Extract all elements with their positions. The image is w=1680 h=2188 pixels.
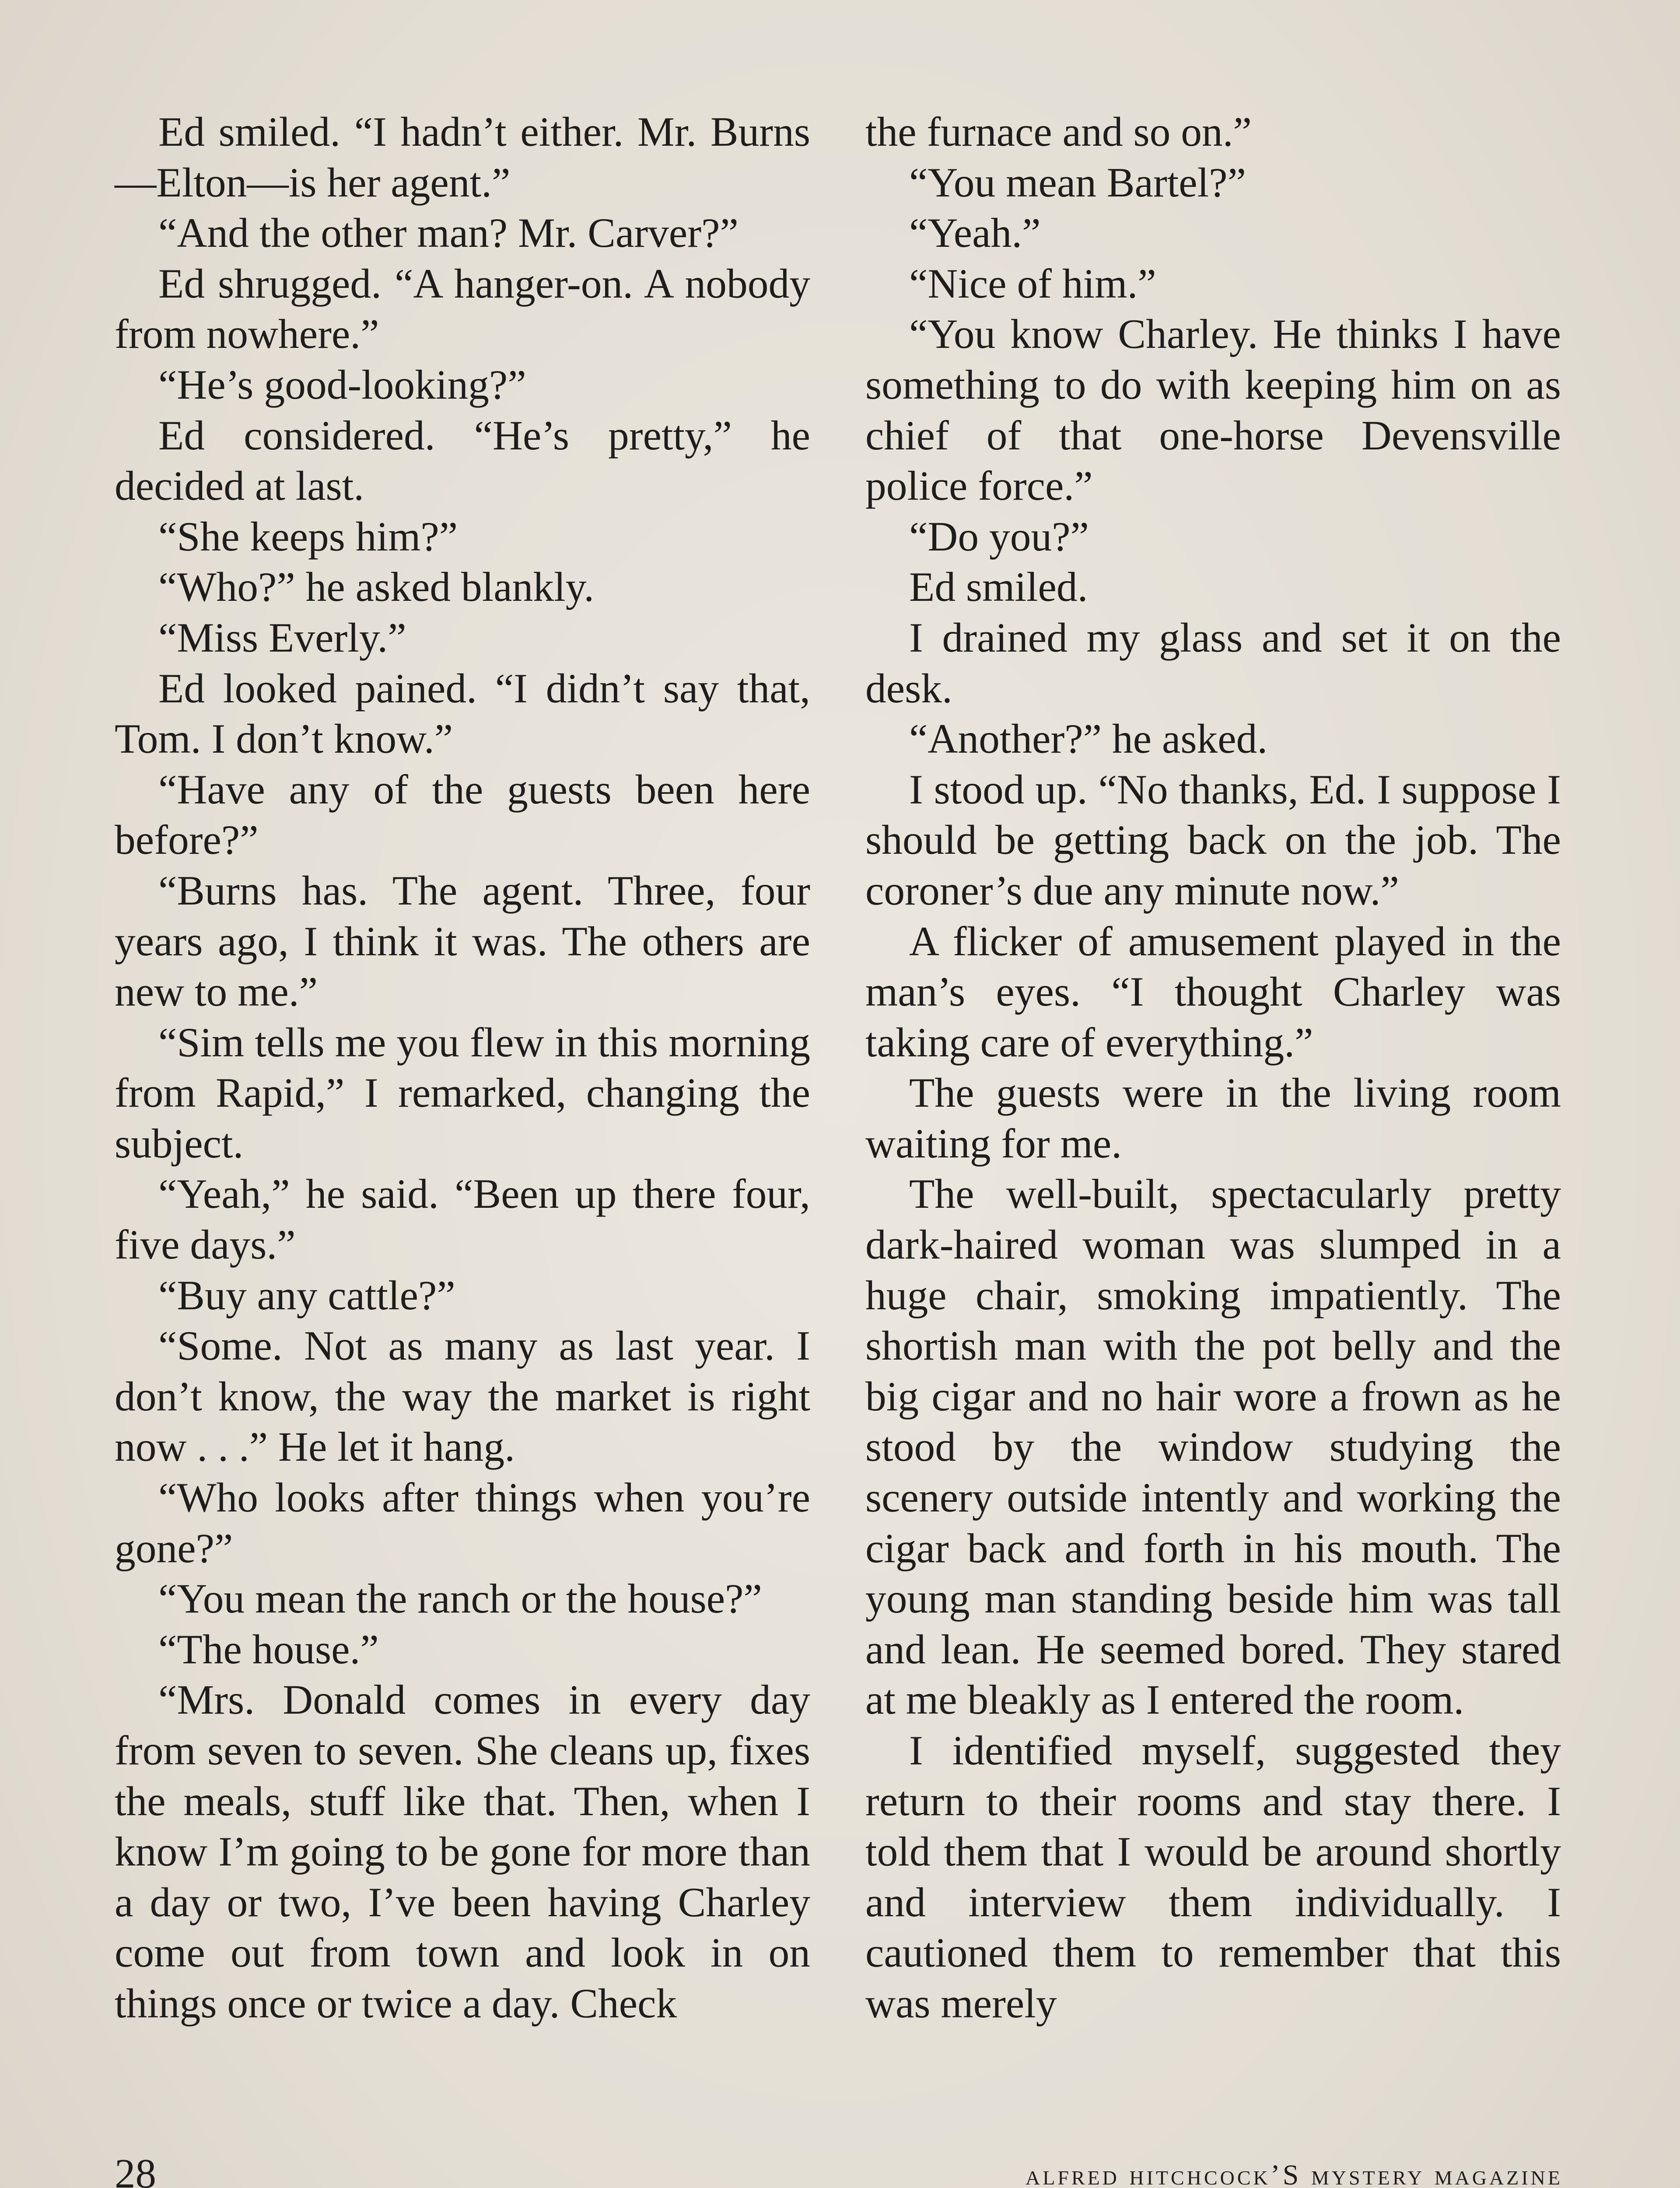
paragraph: “Another?” he asked.	[909, 715, 1268, 762]
paragraph: “Have any of the guests been here before?”	[115, 766, 810, 863]
paragraph: “Yeah.”	[909, 210, 1041, 256]
paragraph: Ed shrugged. “A hanger-on. A nobody from nowhere.”	[115, 260, 810, 358]
paragraph: “Yeah,” he said. “Been up there four, five days.”	[115, 1171, 810, 1268]
paragraph: Ed smiled. “I hadn’t either. Mr. Burns—Elton—is her agent.”	[115, 109, 810, 206]
paragraph: “Do you?”	[909, 513, 1089, 560]
page-number: 28	[115, 2150, 156, 2188]
paragraph: “You know Charley. He thinks I have something to do with keeping him on as chief of that one-horse Devensville police force.”	[865, 311, 1561, 509]
paragraph: “He’s good-looking?”	[158, 361, 526, 408]
paragraph: I stood up. “No thanks, Ed. I suppose I should be getting back on the job. The coroner’s due any minute now.”	[865, 766, 1561, 914]
paragraph: The well-built, spectacularly pretty dark-haired woman was slumped in a huge chair, smoking impatiently. The shortish man with the pot belly and the big cigar and no hair wore a frown as he stood by the window studying the scenery outside intently and working the cigar back and forth in his mouth. The young man standing beside him was tall and lean. He seemed bored. They stared at me bleakly as I entered the room.	[865, 1171, 1561, 1723]
running-head	[1026, 2156, 1563, 2188]
paragraph: “Who looks after things when you’re gone?”	[115, 1474, 810, 1571]
paragraph: “Sim tells me you flew in this morning from Rapid,” I remarked, changing the subject.	[115, 1019, 810, 1167]
paragraph-continuation: the furnace and so on.”	[865, 109, 1252, 155]
paragraph: “Nice of him.”	[909, 260, 1156, 307]
paragraph: “Burns has. The agent. Three, four years ago, I think it was. The others are new to me.”	[115, 867, 810, 1015]
paragraph: The guests were in the living room waiting for me.	[865, 1069, 1561, 1167]
page-footer	[115, 2149, 1563, 2188]
paragraph: “Mrs. Donald comes in every day from seven to seven. She cleans up, fixes the meals, stuff like that. Then, when I know I’m going to be gone for more than a day or two, I’ve been having Charley come out from town and look in on things once or twice a day. Check	[115, 1676, 810, 2027]
paragraph: “Buy any cattle?”	[158, 1272, 455, 1318]
running-head-title: alfred hitchcock	[1026, 2159, 1270, 2188]
paragraph: “Some. Not as many as last year. I don’t know, the way the market is right now . . .” He let it hang.	[115, 1322, 810, 1470]
paragraph: Ed looked pained. “I didn’t say that, Tom. I don’t know.”	[115, 665, 810, 762]
paragraph: “The house.”	[158, 1626, 379, 1673]
paragraph: “Miss Everly.”	[158, 614, 406, 661]
right-text-column	[865, 107, 1561, 2029]
paragraph: Ed considered. “He’s pretty,” he decided at last.	[115, 412, 810, 509]
paragraph: I drained my glass and set it on the desk.	[865, 614, 1561, 712]
running-head-title-end: mystery magazine	[1301, 2159, 1563, 2188]
paragraph: A flicker of amusement played in the man’s eyes. “I thought Charley was taking care of everything.”	[865, 918, 1561, 1066]
paragraph: “Who?” he asked blankly.	[158, 564, 595, 610]
left-text-column	[115, 107, 810, 2029]
paragraph: “And the other man? Mr. Carver?”	[158, 210, 738, 256]
paragraph: Ed smiled.	[909, 564, 1088, 610]
running-head-possessive: ’S	[1270, 2159, 1302, 2188]
paragraph: “You mean Bartel?”	[909, 159, 1246, 206]
paragraph: “You mean the ranch or the house?”	[158, 1575, 762, 1622]
paragraph: I identified myself, suggested they return to their rooms and stay there. I told them that I would be around shortly and interview them individually. I cautioned them to remember that this was merely	[865, 1727, 1561, 2027]
paragraph: “She keeps him?”	[158, 513, 458, 560]
